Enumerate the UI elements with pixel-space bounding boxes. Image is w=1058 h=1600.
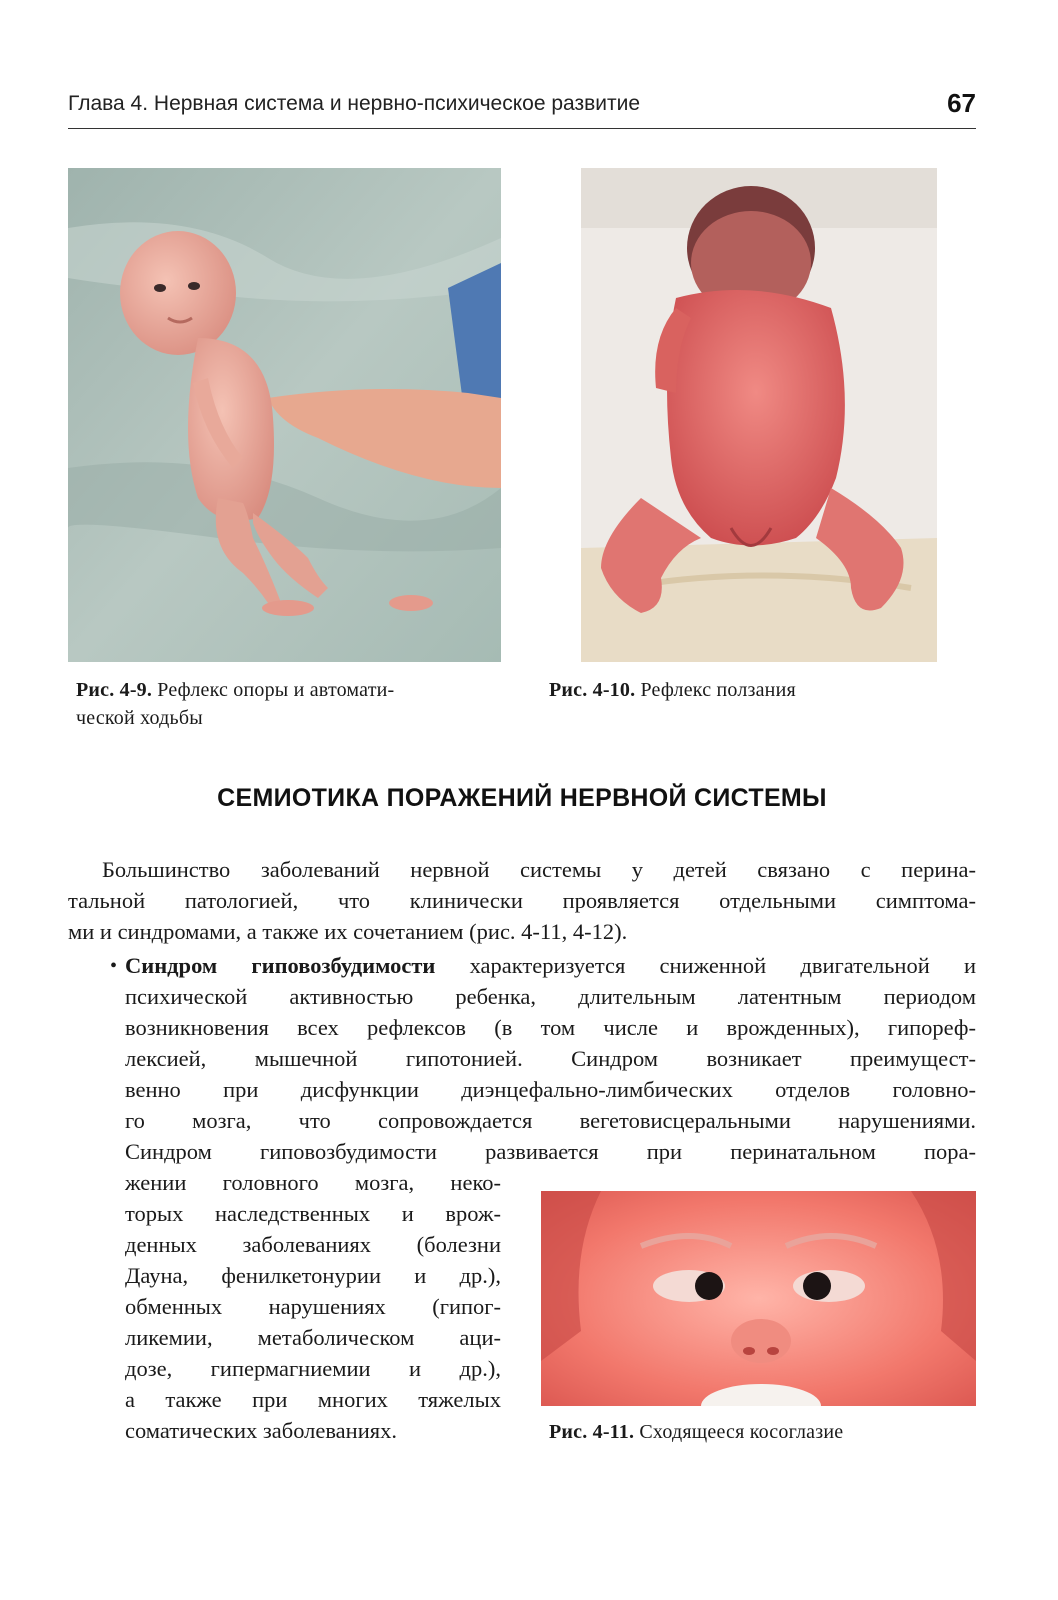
figure-4-10-photo — [581, 168, 937, 662]
running-head — [68, 88, 976, 129]
bullet-line-4: лексией, мышечной гипотонией. Синдром возникает преимущест- — [125, 1046, 976, 1071]
figure-4-10-caption — [549, 676, 969, 704]
wrapped-line-7: дозе, гипермагниемии и др.), — [125, 1356, 501, 1381]
section-heading: СЕМИОТИКА ПОРАЖЕНИЙ НЕРВНОЙ СИСТЕМЫ — [217, 784, 827, 812]
running-title: Глава 4. Нервная система и нервно-психическое развитие — [68, 92, 640, 115]
intro-line-2: тальной патологией, что клинически проявляется отдельными симптома- — [68, 888, 976, 913]
bullet-line-3: возникновения всех рефлексов (в том числе и врожденных), гипореф- — [125, 1015, 976, 1040]
figure-4-9-label: Рис. 4-9. — [76, 679, 153, 701]
bullet-first-line-rest: характеризуется сниженной двигательной и — [469, 953, 976, 978]
wrapped-line-8: а также при многих тяжелых — [125, 1387, 501, 1412]
figure-4-11-caption — [549, 1418, 969, 1446]
wrapped-line-3: денных заболеваниях (болезни — [125, 1232, 501, 1257]
wrapped-line-6: ликемии, метаболическом аци- — [125, 1325, 501, 1350]
intro-paragraph — [68, 854, 976, 947]
figure-4-9-photo — [68, 168, 501, 662]
bullet-line-7: Синдром гиповозбудимости развивается при перинатальном пора- — [125, 1139, 976, 1164]
bullet-paragraph — [125, 950, 976, 1167]
bullet-line-5: венно при дисфункции диэнцефально-лимбических отделов головно- — [125, 1077, 976, 1102]
intro-line-1: Большинство заболеваний нервной системы у детей связано с перина- — [102, 857, 976, 882]
wrapped-line-2: торых наследственных и врож- — [125, 1201, 501, 1226]
figure-4-10-caption-line1: Рефлекс ползания — [640, 679, 796, 701]
figure-4-11-caption-line1: Сходящееся косоглазие — [639, 1421, 844, 1443]
page-number: 67 — [947, 88, 976, 118]
figure-4-9-caption-line1: Рефлекс опоры и автомати- — [157, 679, 395, 701]
figure-4-11-photo — [541, 1191, 976, 1406]
bullet-line-2: психической активностью ребенка, длительным латентным периодом — [125, 984, 976, 1009]
bullet-line-1 — [125, 950, 976, 981]
wrapped-line-9: соматических заболеваниях. — [125, 1418, 397, 1443]
bullet-wrapped-text — [125, 1167, 501, 1446]
figure-4-10-label: Рис. 4-10. — [549, 679, 636, 701]
wrapped-line-4: Дауна, фенилкетонурии и др.), — [125, 1263, 501, 1288]
bullet-term: Синдром гиповозбудимости — [125, 953, 436, 978]
bullet-marker: • — [110, 955, 118, 977]
figure-4-9-caption-line2: ческой ходьбы — [76, 707, 203, 729]
wrapped-line-1: жении головного мозга, неко- — [125, 1170, 501, 1195]
intro-line-3: ми и синдромами, а также их сочетанием (рис. 4-11, 4-12). — [68, 919, 628, 944]
figure-4-9-caption — [76, 676, 506, 732]
wrapped-line-5: обменных нарушениях (гипог- — [125, 1294, 501, 1319]
figure-4-11-label: Рис. 4-11. — [549, 1421, 635, 1443]
bullet-line-6: го мозга, что сопровождается вегетовисцеральными нарушениями. — [125, 1108, 976, 1133]
